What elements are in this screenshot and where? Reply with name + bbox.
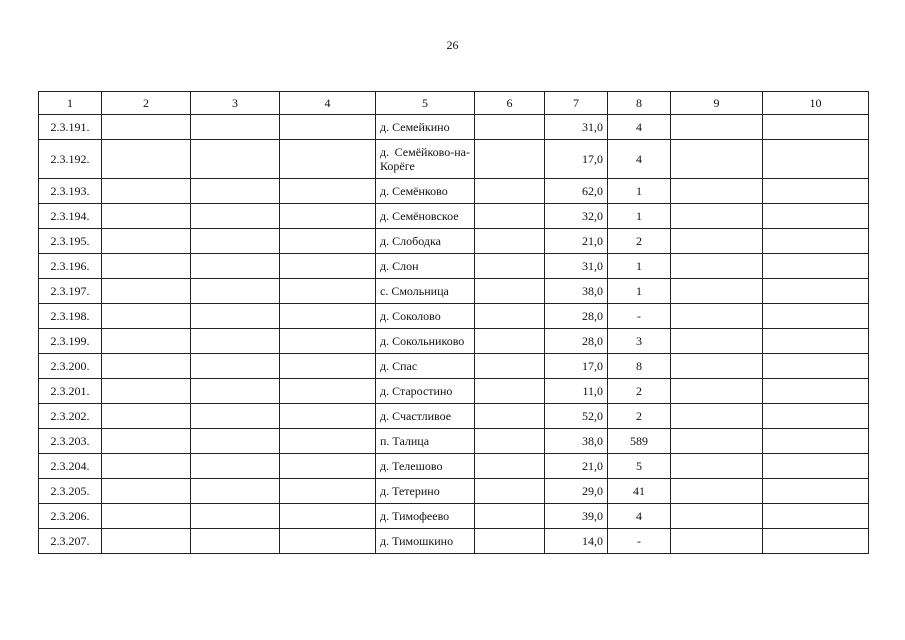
settlement-name: д. Старостино [376,379,475,404]
empty-cell [280,479,376,504]
table-row [39,354,869,379]
empty-cell [102,204,191,229]
empty-cell [102,279,191,304]
row-number: 2.3.207. [39,529,102,554]
population-value: 2 [608,404,671,429]
empty-cell [475,254,545,279]
population-value: 2 [608,379,671,404]
table-row [39,454,869,479]
distance-value: 32,0 [545,204,608,229]
empty-cell [671,404,763,429]
empty-cell [102,454,191,479]
population-value: 41 [608,479,671,504]
empty-cell [191,454,280,479]
settlement-name: д. Семёйково-на-Корёге [376,140,475,179]
empty-cell [191,304,280,329]
distance-value: 52,0 [545,404,608,429]
empty-cell [280,140,376,179]
population-value: 5 [608,454,671,479]
settlement-name: д. Семейкино [376,115,475,140]
empty-cell [671,179,763,204]
settlement-name: д. Телешово [376,454,475,479]
settlement-name: д. Слободка [376,229,475,254]
table-row [39,504,869,529]
population-value: 1 [608,254,671,279]
empty-cell [763,379,869,404]
population-value: 1 [608,204,671,229]
settlement-name: д. Спас [376,354,475,379]
empty-cell [671,479,763,504]
row-number: 2.3.191. [39,115,102,140]
table-row [39,304,869,329]
row-number: 2.3.204. [39,454,102,479]
empty-cell [280,329,376,354]
empty-cell [763,454,869,479]
empty-cell [280,454,376,479]
table-row [39,329,869,354]
empty-cell [102,529,191,554]
row-number: 2.3.199. [39,329,102,354]
table-row [39,179,869,204]
empty-cell [763,529,869,554]
column-header: 10 [763,92,869,115]
empty-cell [280,254,376,279]
table-row [39,404,869,429]
empty-cell [280,404,376,429]
empty-cell [763,140,869,179]
empty-cell [102,140,191,179]
empty-cell [191,204,280,229]
population-value: 3 [608,329,671,354]
empty-cell [763,254,869,279]
empty-cell [191,479,280,504]
empty-cell [280,379,376,404]
empty-cell [763,279,869,304]
population-value: - [608,304,671,329]
settlement-name: д. Тетерино [376,479,475,504]
empty-cell [280,354,376,379]
empty-cell [475,354,545,379]
table-row [39,115,869,140]
empty-cell [191,254,280,279]
empty-cell [191,429,280,454]
empty-cell [475,329,545,354]
empty-cell [191,140,280,179]
settlement-name: д. Соколово [376,304,475,329]
column-header: 7 [545,92,608,115]
empty-cell [280,304,376,329]
population-value: 1 [608,279,671,304]
empty-cell [475,529,545,554]
settlement-name: д. Тимошкино [376,529,475,554]
empty-cell [763,479,869,504]
settlement-name: д. Счастливое [376,404,475,429]
empty-cell [475,279,545,304]
empty-cell [280,115,376,140]
empty-cell [102,179,191,204]
row-number: 2.3.192. [39,140,102,179]
population-value: 1 [608,179,671,204]
empty-cell [102,254,191,279]
empty-cell [280,179,376,204]
table-row [39,254,869,279]
empty-cell [763,429,869,454]
empty-cell [671,115,763,140]
empty-cell [280,429,376,454]
table-row [39,379,869,404]
empty-cell [763,229,869,254]
row-number: 2.3.194. [39,204,102,229]
distance-value: 62,0 [545,179,608,204]
distance-value: 31,0 [545,115,608,140]
column-header: 2 [102,92,191,115]
empty-cell [475,304,545,329]
table-row [39,479,869,504]
row-number: 2.3.200. [39,354,102,379]
empty-cell [280,279,376,304]
population-value: 8 [608,354,671,379]
distance-value: 17,0 [545,354,608,379]
population-value: - [608,529,671,554]
row-number: 2.3.195. [39,229,102,254]
row-number: 2.3.197. [39,279,102,304]
distance-value: 28,0 [545,304,608,329]
settlement-name: с. Смольница [376,279,475,304]
distance-value: 38,0 [545,429,608,454]
column-header: 5 [376,92,475,115]
empty-cell [280,529,376,554]
empty-cell [671,354,763,379]
empty-cell [191,279,280,304]
empty-cell [671,140,763,179]
empty-cell [191,379,280,404]
empty-cell [475,179,545,204]
empty-cell [475,229,545,254]
settlement-name: д. Слон [376,254,475,279]
empty-cell [671,304,763,329]
empty-cell [102,329,191,354]
settlement-name: д. Сокольниково [376,329,475,354]
empty-cell [475,479,545,504]
table-row [39,229,869,254]
empty-cell [102,479,191,504]
empty-cell [191,404,280,429]
distance-value: 17,0 [545,140,608,179]
empty-cell [102,404,191,429]
empty-cell [475,404,545,429]
row-number: 2.3.198. [39,304,102,329]
empty-cell [763,404,869,429]
empty-cell [102,354,191,379]
distance-value: 28,0 [545,329,608,354]
population-value: 589 [608,429,671,454]
empty-cell [191,115,280,140]
settlement-name: д. Семёнково [376,179,475,204]
empty-cell [763,115,869,140]
header-row [39,92,869,115]
page-number: 26 [446,38,459,52]
population-value: 4 [608,504,671,529]
empty-cell [191,229,280,254]
empty-cell [671,529,763,554]
table-row [39,429,869,454]
table-row [39,204,869,229]
column-header: 6 [475,92,545,115]
empty-cell [475,429,545,454]
empty-cell [280,229,376,254]
empty-cell [475,379,545,404]
empty-cell [191,329,280,354]
settlement-name: д. Тимофеево [376,504,475,529]
empty-cell [102,379,191,404]
empty-cell [191,504,280,529]
empty-cell [102,229,191,254]
distance-value: 14,0 [545,529,608,554]
empty-cell [280,204,376,229]
empty-cell [475,115,545,140]
table-row [39,140,869,179]
empty-cell [475,204,545,229]
row-number: 2.3.201. [39,379,102,404]
empty-cell [102,504,191,529]
distance-value: 21,0 [545,229,608,254]
settlement-table [38,91,869,554]
empty-cell [475,454,545,479]
empty-cell [102,429,191,454]
row-number: 2.3.202. [39,404,102,429]
empty-cell [763,304,869,329]
distance-value: 38,0 [545,279,608,304]
table-row [39,529,869,554]
empty-cell [475,504,545,529]
empty-cell [475,140,545,179]
distance-value: 11,0 [545,379,608,404]
empty-cell [763,354,869,379]
distance-value: 31,0 [545,254,608,279]
empty-cell [763,504,869,529]
settlement-name: д. Семёновское [376,204,475,229]
empty-cell [671,279,763,304]
row-number: 2.3.205. [39,479,102,504]
row-number: 2.3.193. [39,179,102,204]
empty-cell [191,529,280,554]
empty-cell [671,329,763,354]
empty-cell [191,354,280,379]
empty-cell [671,454,763,479]
empty-cell [763,329,869,354]
distance-value: 39,0 [545,504,608,529]
distance-value: 29,0 [545,479,608,504]
empty-cell [671,379,763,404]
empty-cell [671,429,763,454]
column-header: 8 [608,92,671,115]
column-header: 1 [39,92,102,115]
empty-cell [763,179,869,204]
distance-value: 21,0 [545,454,608,479]
empty-cell [763,204,869,229]
empty-cell [102,304,191,329]
row-number: 2.3.196. [39,254,102,279]
empty-cell [102,115,191,140]
population-value: 4 [608,140,671,179]
row-number: 2.3.206. [39,504,102,529]
column-header: 9 [671,92,763,115]
empty-cell [671,504,763,529]
table-row [39,279,869,304]
empty-cell [671,229,763,254]
empty-cell [191,179,280,204]
population-value: 2 [608,229,671,254]
population-value: 4 [608,115,671,140]
row-number: 2.3.203. [39,429,102,454]
column-header: 4 [280,92,376,115]
column-header: 3 [191,92,280,115]
empty-cell [671,204,763,229]
empty-cell [280,504,376,529]
empty-cell [671,254,763,279]
settlement-name: п. Талица [376,429,475,454]
